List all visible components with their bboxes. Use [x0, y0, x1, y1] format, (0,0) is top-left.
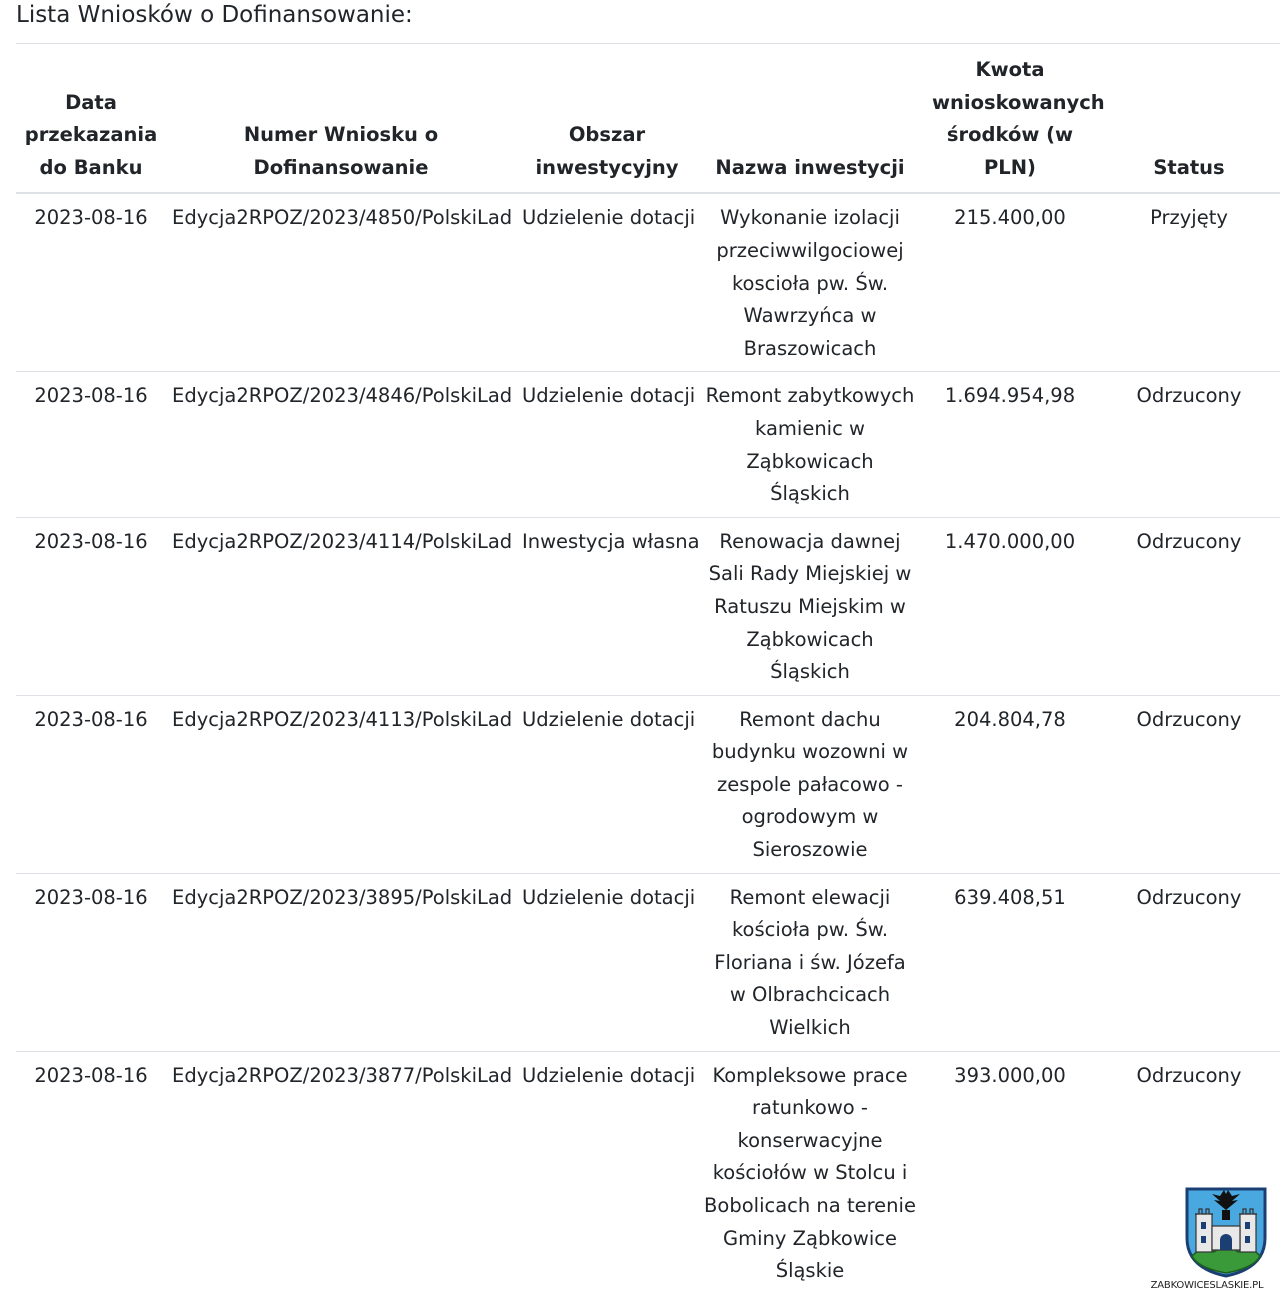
- table-row: [16, 695, 1280, 873]
- table-header-row: [16, 44, 1280, 193]
- column-header-amount: Kwota wnioskowanych środków (w PLN): [922, 44, 1098, 193]
- table-row: [16, 372, 1280, 517]
- cell-amount: 393.000,00: [954, 1063, 1066, 1087]
- cell-date: 2023-08-16: [16, 193, 166, 371]
- cell-date: 2023-08-16: [34, 1063, 148, 1087]
- cell-number: Edycja2RPOZ/2023/4846/PolskiLad: [166, 372, 516, 517]
- cell-area: Udzielenie dotacji: [522, 1063, 696, 1087]
- cell-area: Udzielenie dotacji: [516, 873, 698, 1051]
- column-header-status: Status: [1098, 44, 1280, 193]
- cell-number: Edycja2RPOZ/2023/3877/PolskiLad: [172, 1063, 513, 1087]
- cell-amount: 639.408,51: [922, 873, 1098, 1051]
- cell-area: Udzielenie dotacji: [516, 193, 698, 371]
- cell-status: Odrzucony: [1098, 695, 1280, 873]
- cell-investment-name: Renowacja dawnej Sali Rady Miejskiej w Ratuszu Miejskim w Ząbkowicach Śląskich: [698, 517, 922, 695]
- cell-area: Udzielenie dotacji: [516, 695, 698, 873]
- cell-investment-name: Wykonanie izolacji przeciwwilgociowej koscioła pw. Św. Wawrzyńca w Braszowicach: [698, 193, 922, 371]
- cell-status: Odrzucony: [1136, 1063, 1242, 1087]
- watermark-caption: ZABKOWICESLASKIE.PL: [1150, 1280, 1264, 1291]
- cell-status: Odrzucony: [1098, 372, 1280, 517]
- cell-amount: 204.804,78: [922, 695, 1098, 873]
- cell-number: Edycja2RPOZ/2023/4850/PolskiLad: [166, 193, 516, 371]
- cell-number: Edycja2RPOZ/2023/4113/PolskiLad: [166, 695, 516, 873]
- cell-investment-name: Remont elewacji kościoła pw. Św. Floriana i św. Józefa w Olbrachcicach Wielkich: [698, 873, 922, 1051]
- applications-table: [16, 44, 1280, 1294]
- cell-date: 2023-08-16: [16, 372, 166, 517]
- cell-amount: 1.470.000,00: [922, 517, 1098, 695]
- cell-number: Edycja2RPOZ/2023/4114/PolskiLad: [166, 517, 516, 695]
- table-row: [16, 193, 1280, 371]
- cell-number: Edycja2RPOZ/2023/3895/PolskiLad: [166, 873, 516, 1051]
- page-title: Lista Wniosków o Dofinansowanie:: [16, 2, 413, 28]
- cell-status: Przyjęty: [1098, 193, 1280, 371]
- table-row: [16, 517, 1280, 695]
- column-header-area: Obszar inwestycyjny: [516, 44, 698, 193]
- column-header-date: Data przekazania do Banku: [16, 44, 166, 193]
- column-header-number: Numer Wniosku o Dofinansowanie: [166, 44, 516, 193]
- cell-date: 2023-08-16: [16, 517, 166, 695]
- cell-investment-name: Remont dachu budynku wozowni w zespole pałacowo - ogrodowym w Sieroszowie: [698, 695, 922, 873]
- table-row: [16, 873, 1280, 1051]
- cell-investment-name: Kompleksowe prace ratunkowo - konserwacyjne kościołów w Stolcu i Bobolicach na terenie Gminy Ząbkowice Śląskie: [704, 1063, 916, 1283]
- site-watermark: [1144, 1186, 1270, 1296]
- town-coat-of-arms-icon: [1184, 1186, 1268, 1278]
- cell-status: Odrzucony: [1098, 517, 1280, 695]
- cell-date: 2023-08-16: [16, 695, 166, 873]
- table-row: [16, 1051, 1280, 1294]
- cell-amount: 1.694.954,98: [922, 372, 1098, 517]
- cell-date: 2023-08-16: [16, 873, 166, 1051]
- cell-area: Inwestycja własna: [516, 517, 698, 695]
- cell-investment-name: Remont zabytkowych kamienic w Ząbkowicach Śląskich: [698, 372, 922, 517]
- cell-area: Udzielenie dotacji: [516, 372, 698, 517]
- cell-amount: 215.400,00: [922, 193, 1098, 371]
- column-header-name: Nazwa inwestycji: [698, 44, 922, 193]
- cell-status: Odrzucony: [1098, 873, 1280, 1051]
